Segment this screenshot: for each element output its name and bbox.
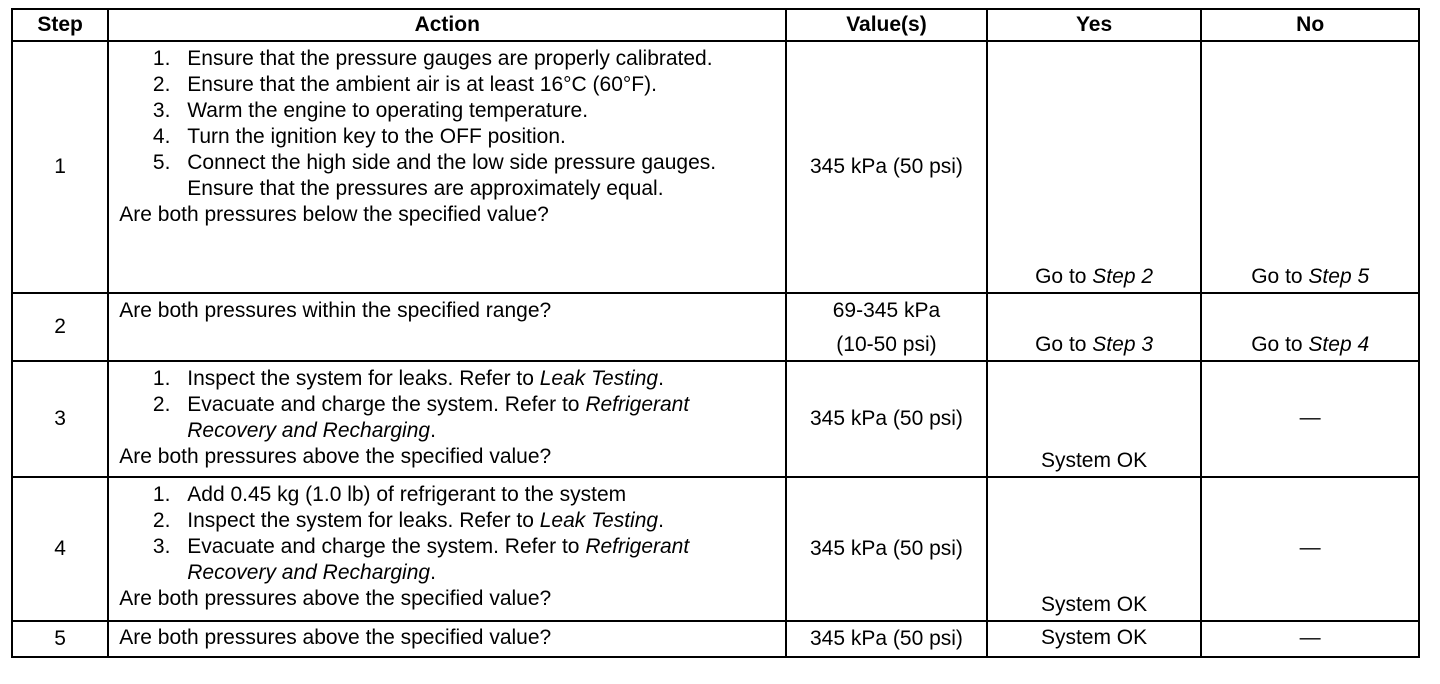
header-values: Value(s)	[786, 9, 987, 41]
table-row	[12, 621, 1419, 657]
action-cell	[108, 621, 786, 657]
value-cell: 345 kPa (50 psi)	[786, 621, 987, 657]
value-cell: 345 kPa (50 psi)	[786, 361, 987, 477]
action-item: 4. Turn the ignition key to the OFF position.	[176, 124, 777, 150]
yes-prefix: Go to	[1035, 333, 1093, 356]
yes-prefix: Go to	[1035, 265, 1093, 288]
step-number: 3	[12, 361, 108, 477]
action-text: .	[430, 561, 436, 584]
action-question: Are both pressures above the specified value?	[119, 626, 552, 649]
action-item: 1. Add 0.45 kg (1.0 lb) of refrigerant to the system	[176, 482, 777, 508]
action-item: 3. Warm the engine to operating temperature.	[176, 98, 777, 124]
no-cell: —	[1201, 621, 1419, 657]
header-action: Action	[108, 9, 786, 41]
reference-link: Leak Testing	[539, 367, 659, 390]
action-item: 2. Ensure that the ambient air is at least 16°C (60°F).	[176, 72, 777, 98]
value-line: (10-50 psi)	[836, 333, 937, 356]
step-number: 1	[12, 41, 108, 293]
value-cell: 345 kPa (50 psi)	[786, 41, 987, 293]
step-number: 4	[12, 477, 108, 621]
action-cell	[108, 477, 786, 621]
action-list	[119, 366, 777, 444]
action-text: .	[658, 367, 664, 390]
action-text: Evacuate and charge the system. Refer to	[187, 393, 586, 416]
header-no: No	[1201, 9, 1419, 41]
action-question: Are both pressures above the specified value?	[119, 445, 552, 468]
value-cell	[786, 293, 987, 361]
action-item	[176, 534, 777, 586]
action-question: Are both pressures within the specified range?	[119, 299, 552, 322]
yes-cell: System OK	[987, 361, 1202, 477]
header-row	[12, 9, 1419, 41]
table-row	[12, 293, 1419, 361]
header-step: Step	[12, 9, 108, 41]
action-question: Are both pressures below the specified value?	[119, 203, 549, 226]
no-prefix: Go to	[1251, 265, 1309, 288]
table-row	[12, 477, 1419, 621]
action-text: Evacuate and charge the system. Refer to	[187, 535, 586, 558]
no-cell: —	[1201, 477, 1419, 621]
diagnostic-table	[11, 8, 1420, 658]
yes-cell	[987, 41, 1202, 293]
yes-cell: System OK	[987, 477, 1202, 621]
value-line: 69-345 kPa	[832, 299, 941, 322]
step-number: 5	[12, 621, 108, 657]
action-text: Inspect the system for leaks. Refer to	[187, 367, 540, 390]
yes-cell: System OK	[987, 621, 1202, 657]
step-link: Step 2	[1092, 265, 1154, 288]
action-item	[176, 508, 777, 534]
action-list	[119, 46, 777, 202]
step-number: 2	[12, 293, 108, 361]
step-link: Step 3	[1092, 333, 1154, 356]
action-item	[176, 366, 777, 392]
step-link: Step 4	[1308, 333, 1370, 356]
action-item: 5. Connect the high side and the low side pressure gauges. Ensure that the pressures are approximately equal.	[176, 150, 777, 202]
action-item: 1. Ensure that the pressure gauges are properly calibrated.	[176, 46, 777, 72]
action-list	[119, 482, 777, 586]
yes-cell	[987, 293, 1202, 361]
action-text: .	[430, 419, 436, 442]
action-text: .	[658, 509, 664, 532]
action-cell	[108, 361, 786, 477]
header-yes: Yes	[987, 9, 1202, 41]
table-row	[12, 361, 1419, 477]
reference-link: Leak Testing	[539, 509, 659, 532]
action-question: Are both pressures above the specified value?	[119, 587, 552, 610]
step-link: Step 5	[1308, 265, 1370, 288]
action-item	[176, 392, 777, 444]
no-prefix: Go to	[1251, 333, 1309, 356]
action-text: Inspect the system for leaks. Refer to	[187, 509, 540, 532]
reference-link: Refrigerant Recovery and Recharging	[187, 535, 690, 584]
no-cell: —	[1201, 361, 1419, 477]
no-cell	[1201, 41, 1419, 293]
reference-link: Refrigerant Recovery and Recharging	[187, 393, 690, 442]
action-cell	[108, 41, 786, 293]
table-row	[12, 41, 1419, 293]
value-cell: 345 kPa (50 psi)	[786, 477, 987, 621]
no-cell	[1201, 293, 1419, 361]
action-cell	[108, 293, 786, 361]
